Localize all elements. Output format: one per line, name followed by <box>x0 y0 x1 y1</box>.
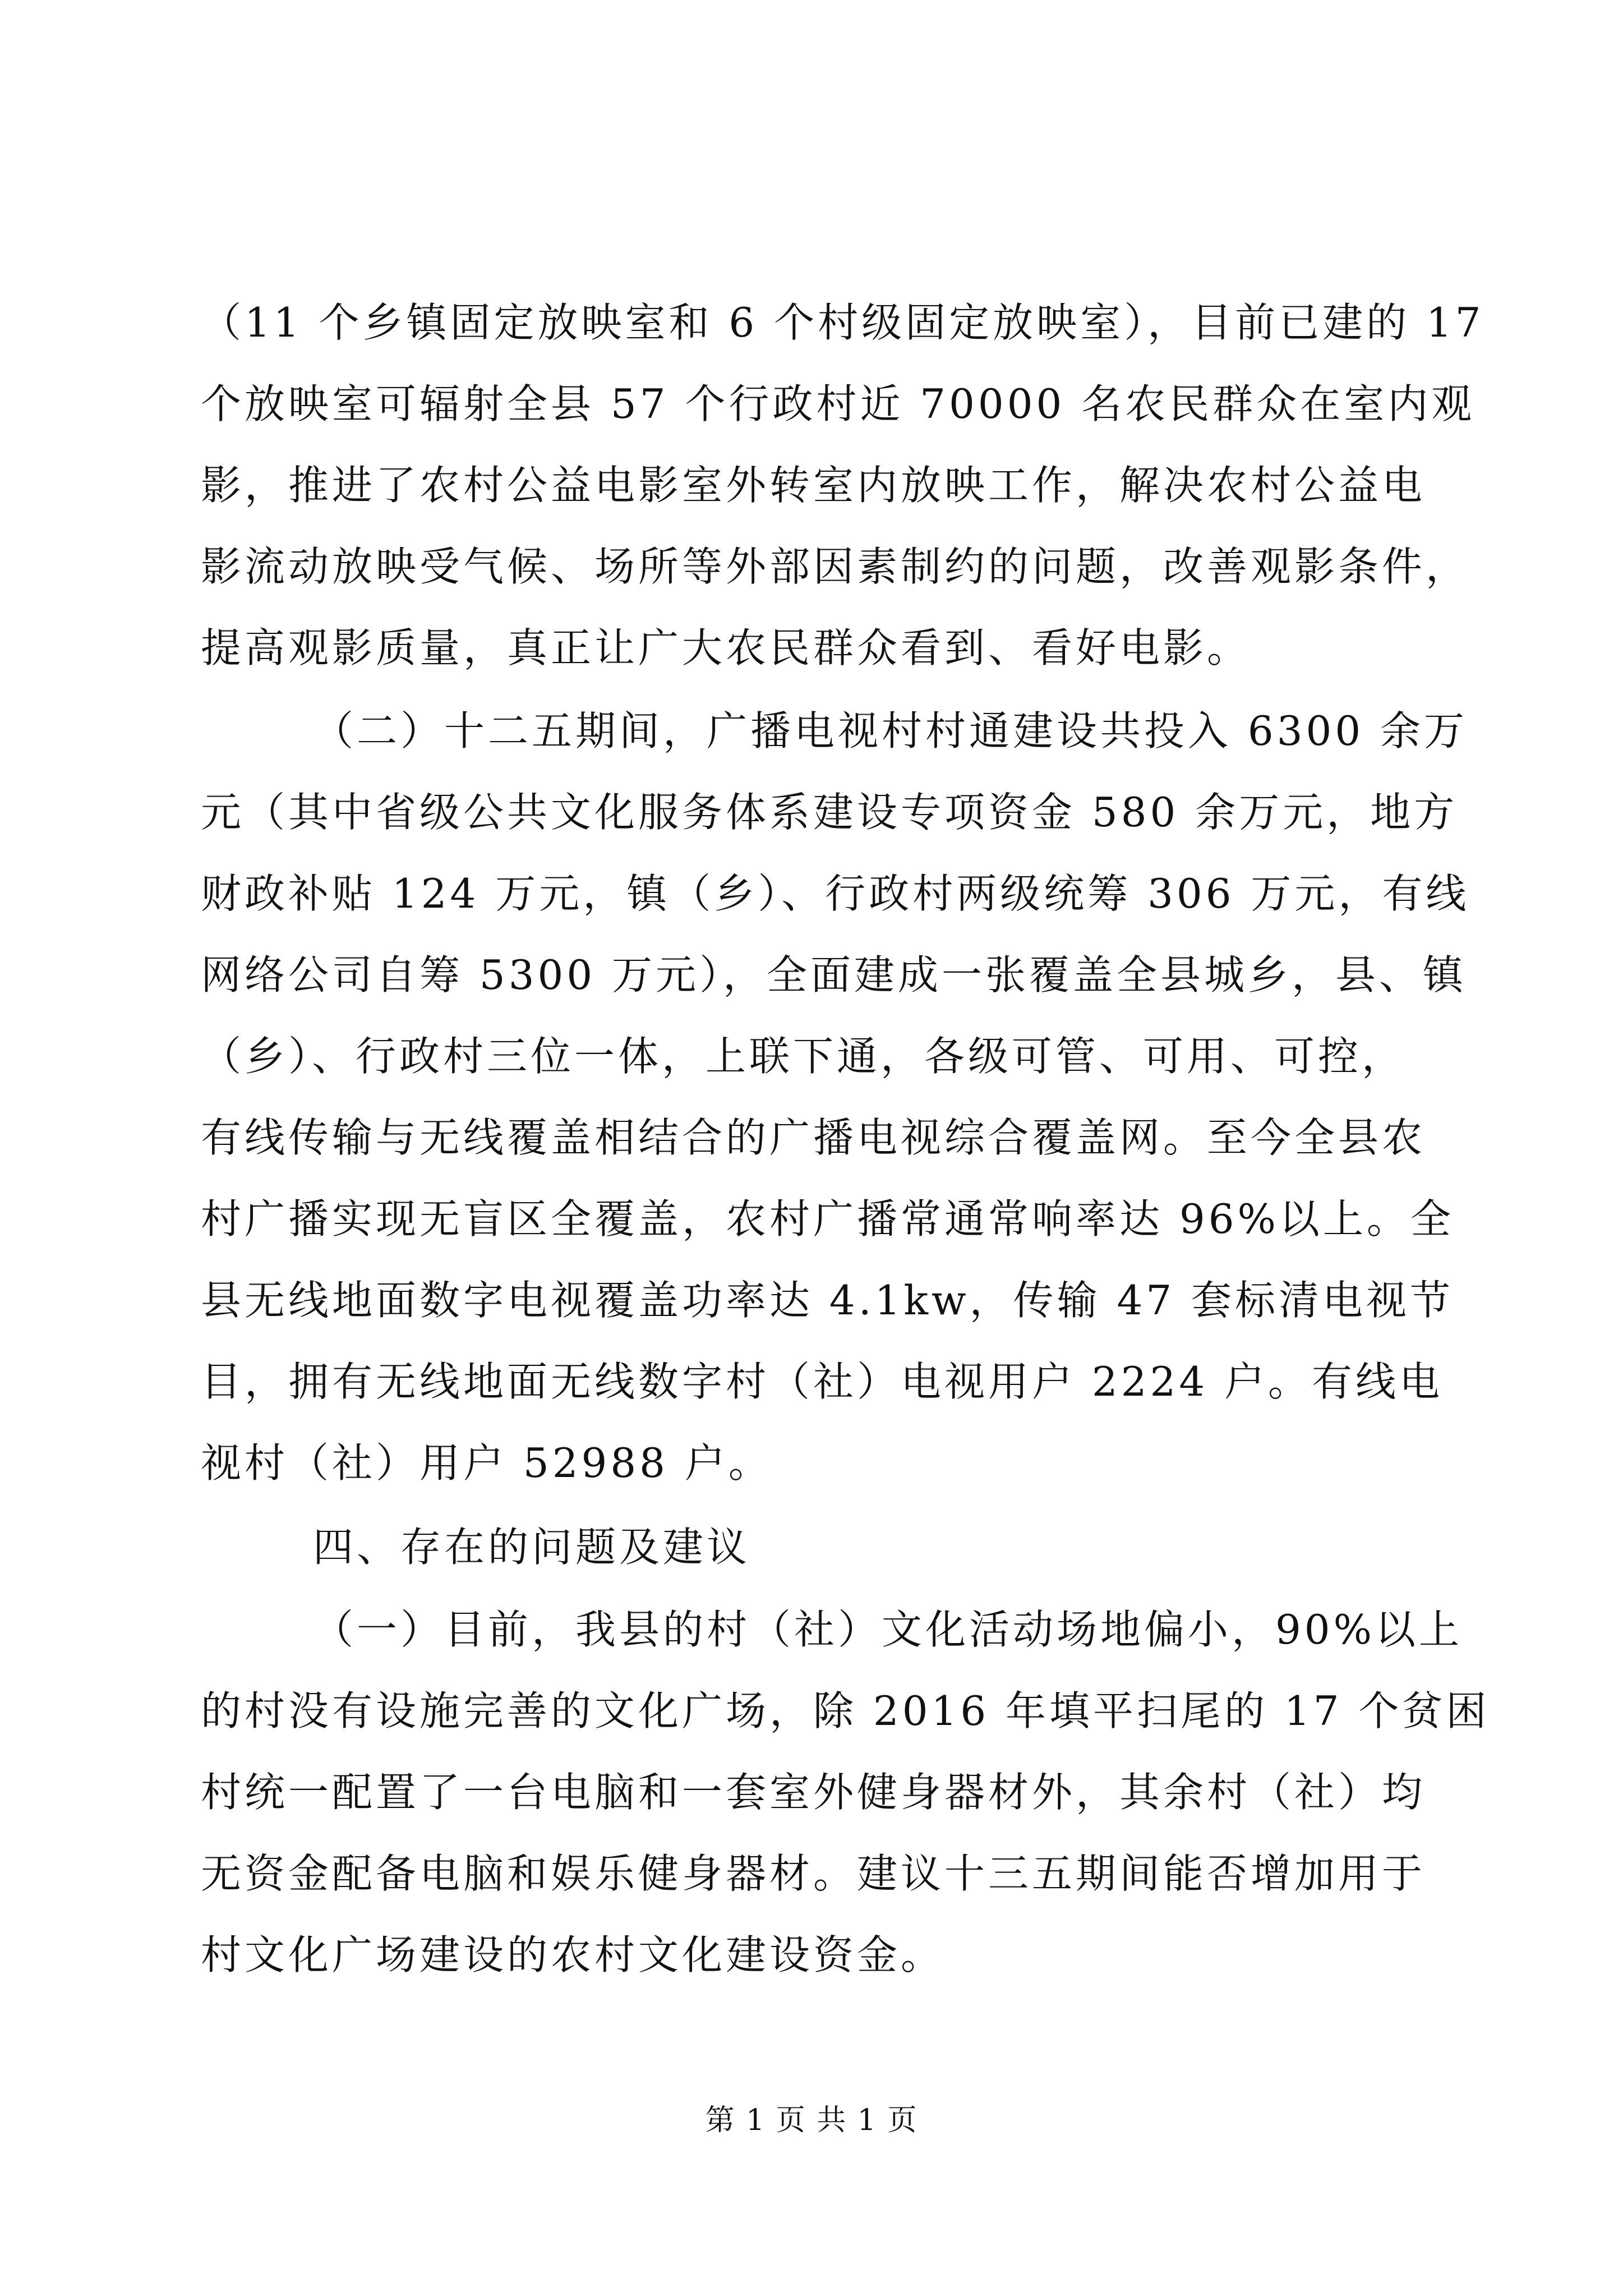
text-line: （乡）、行政村三位一体，上联下通，各级可管、可用、可控， <box>201 1033 1406 1080</box>
text-line: 元（其中省级公共文化服务体系建设专项资金 580 余万元，地方 <box>201 789 1458 836</box>
text-line: 无资金配备电脑和娱乐健身器材。建议十三五期间能否增加用于 <box>201 1850 1426 1897</box>
text-line: 县无线地面数字电视覆盖功率达 4.1kw，传输 47 套标清电视节 <box>201 1277 1454 1324</box>
text-line: 村文化广场建设的农村文化建设资金。 <box>201 1931 945 1978</box>
text-line: 的村没有设施完善的文化广场，除 2016 年填平扫尾的 17 个贫困 <box>201 1687 1490 1734</box>
text-line: 视村（社）用户 52988 户。 <box>201 1439 772 1487</box>
text-line: 有线传输与无线覆盖相结合的广播电视综合覆盖网。至今全县农 <box>201 1114 1426 1161</box>
text-line: （11 个乡镇固定放映室和 6 个村级固定放映室），目前已建的 17 <box>201 299 1484 346</box>
text-line: 影，推进了农村公益电影室外转室内放映工作，解决农村公益电 <box>201 462 1426 509</box>
text-line: 村统一配置了一台电脑和一套室外健身器材外，其余村（社）均 <box>201 1769 1426 1816</box>
text-line: 目，拥有无线地面无线数字村（社）电视用户 2224 户。有线电 <box>201 1358 1444 1405</box>
section-heading: 四、存在的问题及建议 <box>313 1524 751 1571</box>
page-footer: 第 1 页 共 1 页 <box>705 2104 918 2137</box>
text-line: 提高观影质量，真正让广大农民群众看到、看好电影。 <box>201 624 1251 671</box>
text-line: 网络公司自筹 5300 万元），全面建成一张覆盖全县城乡，县、镇 <box>201 951 1467 999</box>
text-line: 村广播实现无盲区全覆盖，农村广播常通常响率达 96%以上。全 <box>201 1195 1454 1243</box>
text-line: 影流动放映受气候、场所等外部因素制约的问题，改善观影条件， <box>201 543 1470 590</box>
text-line: （二）十二五期间，广播电视村村通建设共投入 6300 余万 <box>313 707 1468 754</box>
text-line: 财政补贴 124 万元，镇（乡）、行政村两级统筹 306 万元，有线 <box>201 870 1470 917</box>
text-line: 个放映室可辐射全县 57 个行政村近 70000 名农民群众在室内观 <box>201 380 1476 427</box>
text-line: （一）目前，我县的村（社）文化活动场地偏小，90%以上 <box>313 1606 1463 1653</box>
